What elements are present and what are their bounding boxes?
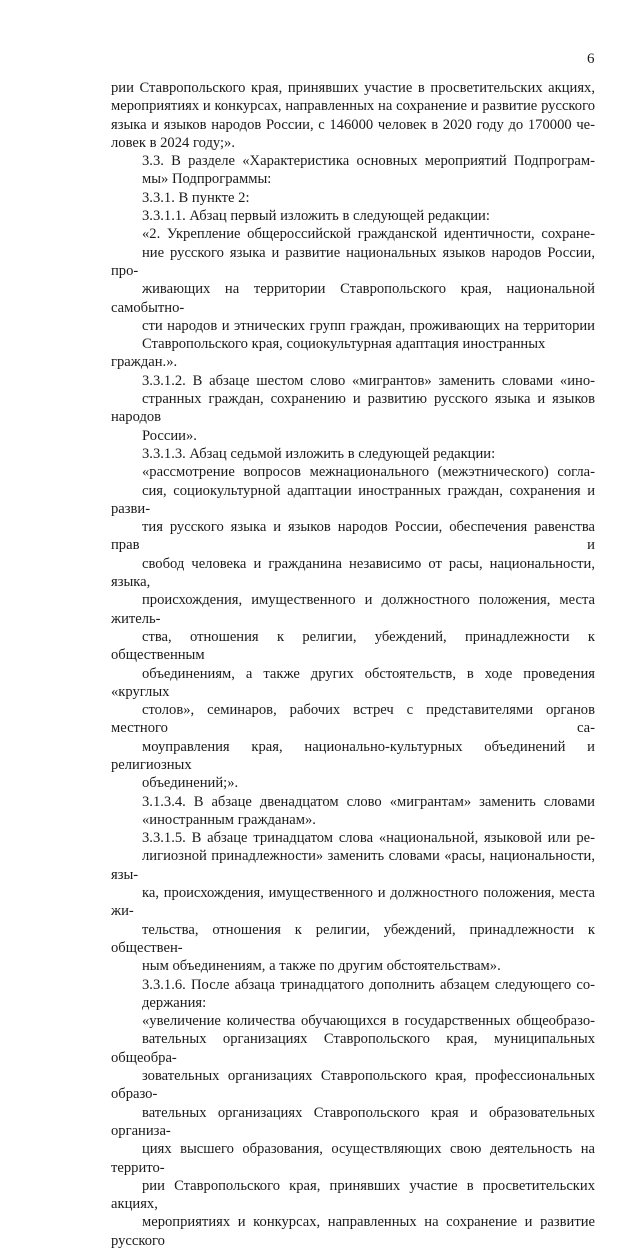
text-line: 3.3.1.1. Абзац первый изложить в следующей редакции: xyxy=(142,208,490,225)
paragraph-3-3 xyxy=(111,152,595,189)
paragraph-3-1-3-4 xyxy=(111,793,595,830)
text-line: мероприятиях и конкурсах, направленных на сохранение и развитие русского xyxy=(111,98,595,115)
text-line: Ставропольского края, социокультурная адаптация иностранных граждан.». xyxy=(111,336,546,371)
text-line: столов», семинаров, рабочих встреч с представителями органов местного са- xyxy=(111,702,595,737)
text-line: ние русского языка и развитие национальных языков народов России, про- xyxy=(111,244,595,279)
text-line: рии Ставропольского края, принявших участие в просветительских акциях, xyxy=(111,80,595,96)
paragraph-3-3-1-6 xyxy=(111,976,595,1013)
text-line: живающих на территории Ставропольского края, национальной самобытно- xyxy=(111,281,595,316)
text-line: 3.3. В разделе «Характеристика основных мероприятий Подпрограм- xyxy=(142,153,595,170)
text-line: «рассмотрение вопросов межнационального (межэтнического) согла- xyxy=(142,464,595,481)
paragraph-3-3-1-2 xyxy=(111,372,595,445)
text-line: 3.3.1. В пункте 2: xyxy=(142,189,250,206)
paragraph-3-3-1-3 xyxy=(111,445,595,463)
page-number: 6 xyxy=(587,51,595,67)
text-line: циях высшего образования, осуществляющих свою деятельность на террито- xyxy=(111,1141,595,1176)
paragraph-quote-1 xyxy=(111,225,595,371)
text-line: свобод человека и гражданина независимо от расы, национальности, языка, xyxy=(111,555,595,591)
text-line: происхождения, имущественного и должностного положения, места житель- xyxy=(111,592,595,627)
text-line: 3.1.3.4. В абзаце двенадцатом слово «мигрантам» заменить словами xyxy=(142,793,595,810)
text-line: вательных организациях Ставропольского края и образовательных организа- xyxy=(111,1104,595,1139)
paragraph-quote-3 xyxy=(111,1012,595,1250)
text-line: 3.3.1.3. Абзац седьмой изложить в следующей редакции: xyxy=(142,445,496,462)
text-line: рии Ставропольского края, принявших участие в просветительских акциях, xyxy=(111,1177,595,1213)
text-line: «иностранным гражданам». xyxy=(142,811,316,828)
text-line: лигиозной принадлежности» заменить словами «расы, национальности, язы- xyxy=(111,848,595,883)
text-line: языка и языков народов России, с 146000 человек в 2020 году до 170000 че- xyxy=(111,116,595,133)
text-line: ства, отношения к религии, убеждений, принадлежности к общественным xyxy=(111,628,595,664)
text-line: «2. Укрепление общероссийской гражданской идентичности, сохране- xyxy=(142,226,595,243)
text-line: тельства, отношения к религии, убеждений, принадлежности к обществен- xyxy=(111,921,595,956)
text-line: ка, происхождения, имущественного и должностного положения, места жи- xyxy=(111,885,595,920)
paragraph-3-3-1 xyxy=(111,189,595,207)
text-line: 3.3.1.6. После абзаца тринадцатого дополнить абзацем следующего со- xyxy=(142,976,595,993)
text-line: странных граждан, сохранению и развитию русского языка и языков народов xyxy=(111,391,595,426)
text-line: 3.3.1.2. В абзаце шестом слово «мигрантов» заменить словами «ино- xyxy=(142,372,595,389)
paragraph-3-3-1-1 xyxy=(111,207,595,225)
text-line: объединениям, а также других обстоятельств, в ходе проведения «круглых xyxy=(111,665,595,700)
text-line: «увеличение количества обучающихся в государственных общеобразо- xyxy=(142,1013,595,1030)
text-line: зовательных организациях Ставропольского края, профессиональных образо- xyxy=(111,1068,595,1103)
text-line: мы» Подпрограммы: xyxy=(142,171,272,188)
text-line: объединений;». xyxy=(142,775,239,792)
text-line: держания: xyxy=(142,994,207,1011)
text-line: 3.3.1.5. В абзаце тринадцатом слова «национальной, языковой или ре- xyxy=(142,830,595,847)
text-line: ловек в 2024 году;». xyxy=(111,134,236,151)
paragraph-quote-2 xyxy=(111,463,595,792)
paragraph-3-3-1-5 xyxy=(111,829,595,975)
document-body xyxy=(111,79,595,1250)
text-line: России». xyxy=(142,427,197,444)
text-line: вательных организациях Ставропольского края, муниципальных общеобра- xyxy=(111,1031,595,1066)
paragraph-continuation-target xyxy=(111,79,595,152)
text-line: мероприятиях и конкурсах, направленных на сохранение и развитие русского xyxy=(111,1214,595,1249)
text-line: сти народов и этнических групп граждан, проживающих на территории xyxy=(142,317,595,334)
text-line: ным объединениям, а также по другим обстоятельствам». xyxy=(142,958,501,975)
text-line: моуправления края, национально-культурных объединений и религиозных xyxy=(111,738,595,773)
text-line: сия, социокультурной адаптации иностранных граждан, сохранения и разви- xyxy=(111,482,595,517)
text-line: тия русского языка и языков народов России, обеспечения равенства прав и xyxy=(111,519,595,554)
